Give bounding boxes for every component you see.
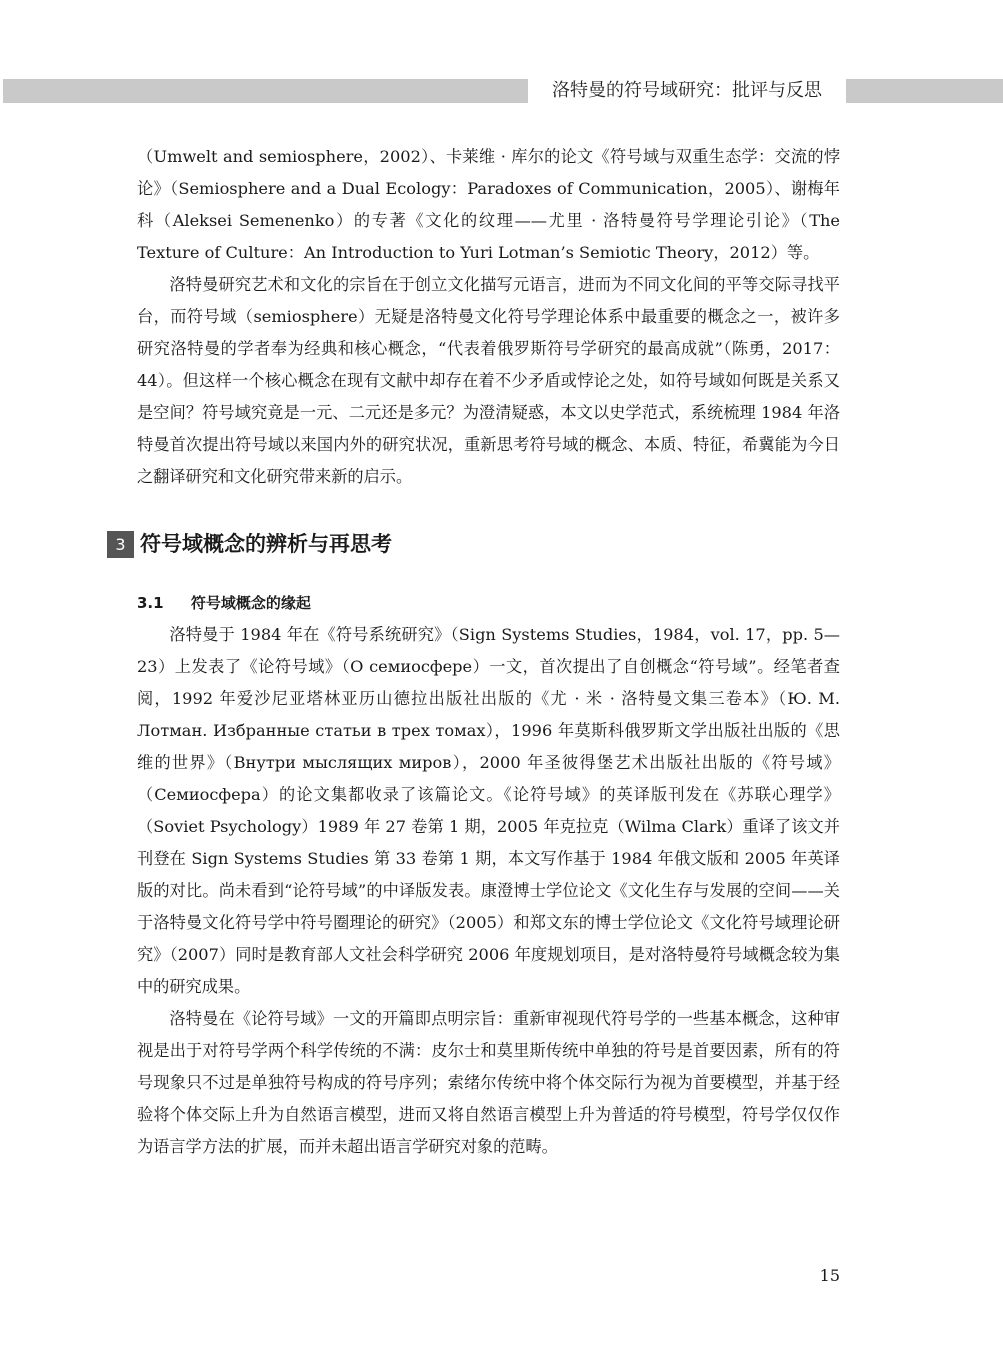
header-title: 洛特曼的符号域研究：批评与反思 — [552, 80, 822, 101]
paragraph: 洛特曼在《论符号域》一文的开篇即点明宗旨：重新审视现代符号学的一些基本概念，这种审视是出于对符号学两个科学传统的不满：皮尔士和莫里斯传统中单独的符号是首要因素，所有的符号现象只不过是单独符号构成的符号序列；索绪尔传统中将个体交际行为视为首要模型，并基于经验将个体交际上升为自然语言模型，进而又将自然语言模型上升为普适的符号模型，符号学仅仅作为语言学方法的扩展，而并未超出语言学研究对象的范畴。 — [137, 1009, 840, 1156]
subsection-title: 符号域概念的缘起 — [190, 594, 311, 612]
section-heading — [107, 527, 840, 561]
paragraph: 洛特曼研究艺术和文化的宗旨在于创立文化描写元语言，进而为不同文化间的平等交际寻找平台，而符号域（semiosphere）无疑是洛特曼文化符号学理论体系中最重要的概念之一，被许多研究洛特曼的学者奉为经典和核心概念，“代表着俄罗斯符号学研究的最高成就”（陈勇，2017：44）。但这样一个核心概念在现有文献中却存在着不少矛盾或悖论之处，如符号域如何既是关系又是空间？符号域究竟是一元、二元还是多元？为澄清疑惑，本文以史学范式，系统梳理 1984 年洛特曼首次提出符号域以来国内外的研究状况，重新思考符号域的概念、本质、特征，希冀能为今日之翻译研究和文化研究带来新的启示。 — [137, 275, 840, 486]
header-bar-right — [846, 79, 1003, 103]
page-body — [115, 141, 840, 1163]
section-title: 符号域概念的辨析与再思考 — [140, 532, 392, 556]
section-number-badge: 3 — [107, 531, 134, 558]
subsection-heading — [137, 589, 840, 617]
paragraph-continued: （Umwelt and semiosphere，2002）、卡莱维 · 库尔的论文《符号域与双重生态学：交流的悖论》（Semiosphere and a Dual Ecology：Paradoxes of Communication，2005）、谢梅年科（Aleksei Semenenko）的专著《文化的纹理——尤里 · 洛特曼符号学理论引论》（The Texture of Culture：An Introduction to Yuri Lotman’s Semiotic Theory，2012）等。 — [137, 147, 840, 262]
paragraph: 洛特曼于 1984 年在《符号系统研究》（Sign Systems Studies，1984，vol. 17，pp. 5—23）上发表了《论符号域》（О семиосфере）一文，首次提出了自创概念“符号域”。经笔者查阅，1992 年爱沙尼亚塔林亚历山德拉出版社出版的《尤 · 米 · 洛特曼文集三卷本》（Ю. М. Лотман. Избранные статьи в трех томах），1996 年莫斯科俄罗斯文学出版社出版的《思维的世界》（Внутри мыслящих миров），2000 年圣彼得堡艺术出版社出版的《符号域》（Семиосфера）的论文集都收录了该篇论文。《论符号域》的英译版刊发在《苏联心理学》（Soviet Psychology）1989 年 27 卷第 1 期，2005 年克拉克（Wilma Clark）重译了该文并刊登在 Sign Systems Studies 第 33 卷第 1 期，本文写作基于 1984 年俄文版和 2005 年英译版的对比。尚未看到“论符号域”的中译版发表。康澄博士学位论文《文化生存与发展的空间——关于洛特曼文化符号学中符号圈理论的研究》（2005）和郑文东的博士学位论文《文化符号域理论研究》（2007）同时是教育部人文社会科学研究 2006 年度规划项目，是对洛特曼符号域概念较为集中的研究成果。 — [137, 625, 840, 996]
header-bar-left — [3, 79, 528, 103]
running-header — [0, 79, 1003, 103]
subsection-number: 3.1 — [137, 594, 164, 612]
page-number: 15 — [819, 1266, 840, 1285]
